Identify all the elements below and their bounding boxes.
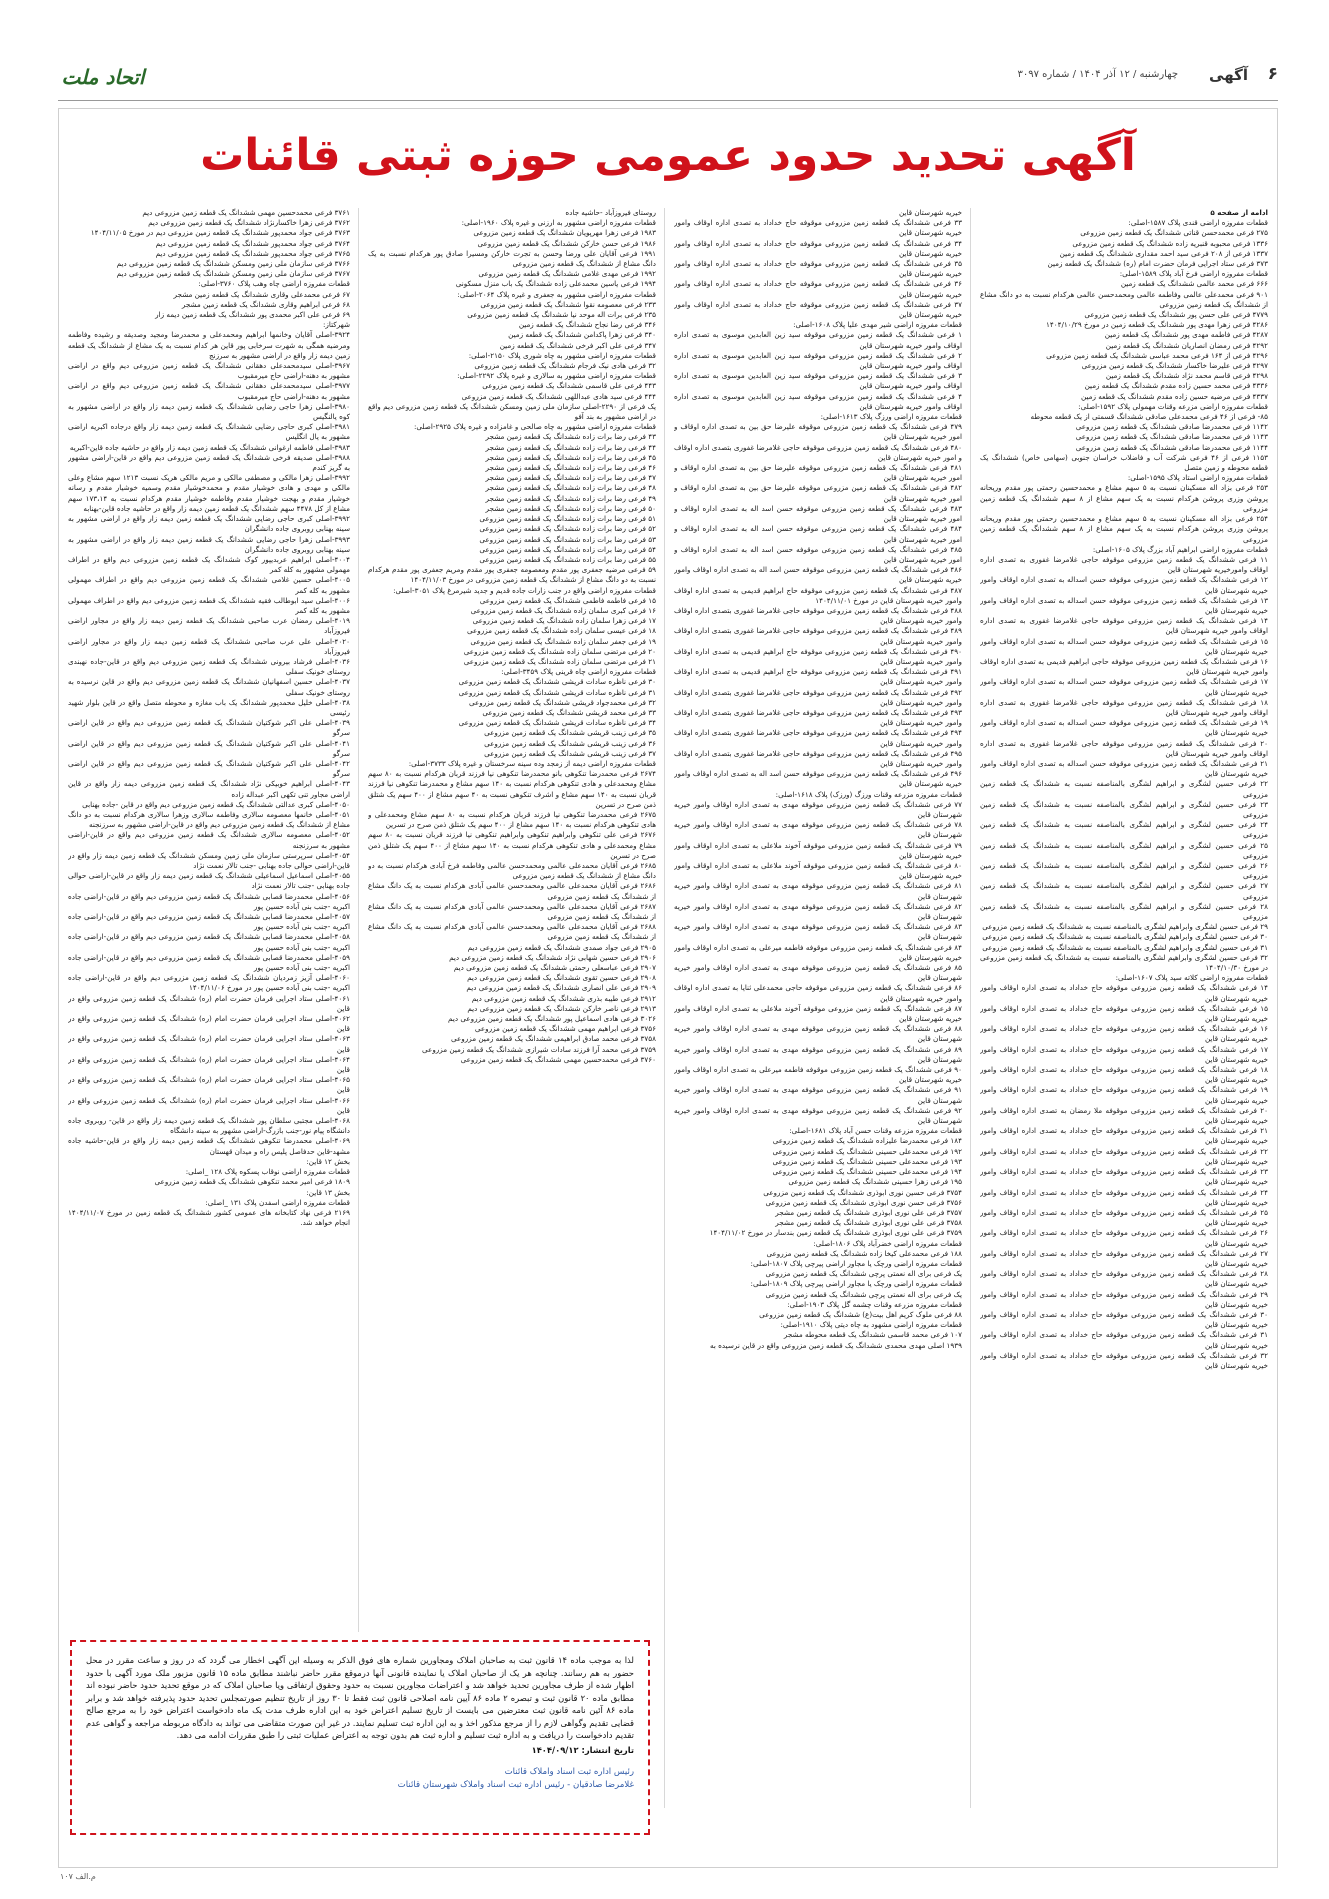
notice-entry: ۴۸۲ فرعی ششدانگ یک قطعه زمین مزروعی موقوفه علیرضا حق بین به تصدی اداره اوقاف و امور خیریه شهرستان قاین <box>674 483 962 503</box>
column-divider <box>970 208 971 1808</box>
notice-entry: ۳۱ فرعی ناظره سادات قریشی ششدانگ یک قطعه زمین مزروعی <box>458 687 656 697</box>
notice-entry: ۳۹۸۰-اصلی زهرا حاجی رضایی ششدانگ یک قطعه زمین دیمه زار واقع در اراضی مشهور به کوه یالنگیس <box>68 401 350 422</box>
notice-entry: قطعات مفروزه اراضی چاه قرینی پلاک ۳۴۵۹-اصلی: <box>501 667 656 677</box>
notice-entry: ۱۹ فرعی جعفر سلمان زاده ششدانگ یک قطعه زمین مزروعی <box>470 636 656 646</box>
notice-entry: قطعات مفروزه اراضی شیر مهدی علیا پلاک ۱۶۰۸-اصلی: <box>793 320 962 330</box>
text-column-2 <box>674 208 962 1808</box>
notice-entry: قطعات مفروزه اراضی خضرآباد پلاک ۱۸۰۶-اصلی: <box>813 1238 962 1248</box>
notice-entry: ۴ فرعی ششدانگ یک قطعه زمین مزروعی موقوفه سید زین العابدین موسوی به تصدی اداره اوقاف وامور خیریه شهرستان قاین <box>674 391 962 411</box>
notice-entry: ۳۹۹۲-اصلی کبری حاجی رضایی ششدانگ یک قطعه زمین دیمه زار واقع در اراضی مشهور به سینه بهنابی روبروی جاده دانشگران <box>68 514 350 534</box>
notice-entry: ۲۴ فرعی حسین لشگری و ابراهیم لشگری بالمناصفه نسبت به ششدانگ یک قطعه زمین مزروعی <box>980 820 1268 840</box>
notice-entry: ۴۶ فرعی رضا برات زاده ششدانگ یک قطعه زمین مشجر <box>485 463 656 473</box>
notice-entry: ۴۹۴ فرعی ششدانگ یک قطعه زمین مزروعی موقوفه حاجی غلامرضا غفوری بتصدی اداره اوقاف وامور خیریه شهرستان قاین <box>674 728 962 748</box>
notice-entry: ۱۸۰۹ فرعی امیر محمد تنکوهی ششدانگ یک قطعه زمین مزروعی <box>154 1177 350 1187</box>
notice-entry: ۴۰۴۲-اصلی علی اکبر شوکتیان ششدانگ یک قطعه زمین مزروعی دیم واقع در قاین اراضی سرگو <box>68 758 350 779</box>
notice-entry: ۲۵ فرعی ششدانگ یک قطعه زمین مزروعی موقوفه حاج خداداد به تصدی اداره اوقاف وامور خیریه شهرستان قاین <box>980 1207 1268 1228</box>
notice-entry: ۴۹۱ فرعی ششدانگ یک قطعه زمین مزروعی موقوفه حاج ابراهیم قدیمی به تصدی اداره اوقاف وامور خیریه شهرستان قاین <box>674 667 962 687</box>
notice-entry: قطعات مفروزه اراضی دیمه از زمجد وده سینه سرخستان و غیره پلاک ۳۷۳۳-اصلی: <box>408 758 656 768</box>
legal-notice-box <box>70 1640 650 1835</box>
notice-entry: ۴۰۳۷-اصلی حسین اسفهانیان ششدانگ یک قطعه زمین مزروعی دیم واقع در قاین نرسیده به روستای خونیک سفلی <box>68 677 350 697</box>
notice-entry: ۳۰ فرعی ناظره سادات قریشی ششدانگ یک قطعه زمین مزروعی <box>458 677 656 687</box>
notice-entry: ۱۳ فرعی ششدانگ یک قطعه زمین مزروعی موقوفه حسن اسداله به تصدی اداره اوقاف وامور خیریه شهرستان قاین <box>980 595 1268 615</box>
notice-entry: ۳۳ فرعی محمد قریشی ششدانگ یک قطعه زمین مزروعی <box>482 707 656 717</box>
notice-entry: قطعات مفروزه اراضی مشهور به جعفری و غیره پلاک ۲۰۶۴-اصلی: <box>457 289 656 299</box>
notice-entry: ۲۹۱۲ فرعی طیبه بذری ششدانگ یک قطعه زمین مزروعی دیم <box>471 993 656 1003</box>
notice-entry: ۲۶۸۶ فرعی آقایان محمدعلی عالمی ومحمدحسن عالمی آبادی هرکدام نسبت به یک دانگ مشاع از ششدانگ یک قطعه زمین مزروعی <box>368 881 656 901</box>
notice-entry: ۱۸ فرعی عیسی سلمان زاده ششدانگ یک قطعه زمین مزروعی <box>466 626 656 636</box>
notice-entry: ۳۴ فرعی ششدانگ یک قطعه زمین مزروعی موقوفه حاج خداداد به تصدی اداره اوقاف وامور خیریه شهرستان قاین <box>674 238 962 258</box>
notice-entry: ۳۳ فرعی ششدانگ یک قطعه زمین مزروعی موقوفه حاج خداداد به تصدی اداره اوقاف وامور خیریه شهرستان قاین <box>674 218 962 238</box>
notice-entry: ۲۳۳ فرعی معصومه نقوا ششدانگ یک قطعه زمین مزروعی <box>480 299 656 309</box>
notice-entry: ۴۸۶ فرعی ششدانگ یک قطعه زمین مزروعی موقوفه حسن اسد اله به تصدی اداره اوقاف وامور خیریه شهرستان قاین <box>674 565 962 585</box>
notice-entry: قطعات مفروزه اراضی مشهود به چاه دیتی پلاک ۱۹۱۰-اصلی: <box>780 1320 962 1330</box>
notice-entry: شهرکتاز: <box>323 320 350 330</box>
notice-entry: ۲۷۵ فرعی محمدحسن قناتی ششدانگ یک قطعه زمین مزروعی <box>1080 228 1268 238</box>
notice-entry: ۱۹۹۴ فرعی یاسین محمدعلی زاده ششدانگ یک باب منزل مسکونی <box>455 279 656 289</box>
ad-code: م.الف ۱۰۷ <box>60 1872 96 1881</box>
notice-entry: ۲۱ فرعی ششدانگ یک قطعه زمین مزروعی موقوفه حاج خداداد به تصدی اداره اوقاف وامور خیریه شهرستان قاین <box>980 1126 1268 1146</box>
notice-entry: ۲۸ فرعی ششدانگ یک قطعه زمین مزروعی موقوفه حاج خداداد به تصدی اداره اوقاف وامور خیریه شهرستان قاین <box>980 1269 1268 1289</box>
notice-entry: ۵۱ فرعی رضا برات زاده ششدانگ یک قطعه زمین مزروعی <box>479 514 656 524</box>
notice-entry: ۴۰۱۹-اصلی رمضان عرب صاحبی ششدانگ یک قطعه زمین دیمه زار واقع در مجاور اراضی فیروزآباد <box>68 616 350 636</box>
notice-entry: ۲۵۳ فرعی بزاد اله مسکینان نسبت به ۵ سهم مشاع و محمدحسین رحمتی پور مقدم وریحانه پروشن وزری پروشن هرکدام نسبت به یک سهم مشاع از ۸ سهم ششدانگ یک قطعه زمین مزروعی <box>980 483 1268 513</box>
newspaper-logo: اتحاد ملت <box>61 65 145 89</box>
notice-entry: ۳۷۵۸ فرعی علی نوری ابوذری ششدانگ یک قطعه زمین مشجر <box>775 1218 962 1228</box>
notice-entry: ۱۷ فرعی زهرا سلمان زاده ششدانگ یک قطعه زمین مزروعی <box>472 616 656 626</box>
notice-entry: ۴۲۸۷ فرعی فاطمه مهدی پور ششدانگ یک قطعه زمین <box>1104 330 1268 340</box>
notice-entry: ۳۷۵۷ فرعی علی نوری ابوذری ششدانگ یک قطعه زمین مشجر <box>775 1207 962 1217</box>
notice-entry: ۹۲ فرعی ششدانگ یک قطعه زمین مزروعی موقوفه مهدی به تصدی اداره اوقاف وامور خیریه شهرستان قاین <box>674 1105 962 1126</box>
notice-entry: ۳۱ فرعی حسین لشگری وابراهیم لشگری بالمناصفه نسبت به ششدانگ یک قطعه زمین مزروعی <box>982 942 1268 952</box>
notice-entry: ۷۹ فرعی ششدانگ یک قطعه زمین مزروعی موقوفه آخوند ملاعلی به تصدی اداره اوقاف وامور خیریه شهرستان قاین <box>674 840 962 860</box>
notice-entry: ۴۰۵۵-اصلی اسماعیل اسماعیلی ششدانگ یک قطعه زمین دیمه زار واقع در قاین-اراضی حوالی جاده بهنابی -جنب تالار نعمت نژاد <box>68 871 350 891</box>
notice-entry: ۳۷۶۲ فرعی زهرا خاکسارنژاد ششدانگ یک قطعه زمین مزروعی دیم <box>148 218 350 228</box>
notice-entry: ۲۹۰۸ فرعی حسین تقوی ششدانگ یک قطعه زمین مزروعی دیم <box>467 973 656 983</box>
notice-entry: ۲۹۰۶ فرعی حسین شهابی نژاد ششدانگ یک قطعه زمین مزروعی دیم <box>449 952 656 962</box>
notice-entry: ۸۵ فرعی ششدانگ یک قطعه زمین مزروعی موقوفه مهدی به تصدی اداره اوقاف وامور خیریه شهرستان قاین <box>674 963 962 983</box>
notice-entry: ۴۰۶۲-اصلی ستاد اجرایی فرمان حضرت امام (ره) ششدانگ یک قطعه زمین مزروعی واقع در قاین <box>68 1014 350 1034</box>
notice-entry: ۳۴۰ فرعی زهرا پاکدامن ششدانگ یک قطعه زمین <box>508 330 656 340</box>
notice-entry: ۱۴ فرعی ششدانگ یک قطعه زمین مزروعی موقوفه حاجی غلامرضا غفوری به تصدی اداره اوقاف وامور خیریه شهرستان قاین <box>980 616 1268 636</box>
notice-entry: ۴۹۳ فرعی ششدانگ یک قطعه زمین مزروعی موقوفه حاجی غلامرضا غفوری بتصدی اداره اوقاف وامور خیریه شهرستان قاین <box>674 707 962 728</box>
notice-entry: ۸۴ فرعی ششدانگ یک قطعه زمین مزروعی موقوفه فاطمه میرعلی به تصدی اداره اوقاف وامور خیریه شهرستان قاین <box>674 942 962 962</box>
publish-date: تاریخ انتشار: ۱۴۰۴/۰۹/۱۲ <box>531 1744 634 1755</box>
notice-entry: ۴۹۵ فرعی ششدانگ یک قطعه زمین مزروعی موقوفه حاجی غلامرضا غفوری بتصدی اداره اوقاف وامور خیریه شهرستان قاین <box>674 748 962 768</box>
notice-entry: ۱۳۳۶ فرعی محبوبه قنبریه زاده ششدانگ یک قطعه زمین مزروعی <box>1072 238 1268 248</box>
notice-entry: ۳۶ فرعی ششدانگ یک قطعه زمین مزروعی موقوفه حاج خداداد به تصدی اداره اوقاف وامور خیریه شهرستان قاین <box>674 279 962 299</box>
notice-entry: ۶۹ فرعی علی اکبر محمدی پور ششدانگ یک قطعه زمین دیمه زار <box>155 310 350 320</box>
notice-entry: ۱۷ فرعی ششدانگ یک قطعه زمین مزروعی موقوفه حاج خداداد به تصدی اداره اوقاف وامور خیریه شهرستان قاین <box>980 1044 1268 1064</box>
notice-entry: ۲۹۰۷ فرعی عباسعلی رحمتی ششدانگ یک قطعه زمین مزروعی دیم <box>453 963 656 973</box>
notice-entry: ۴۰۲۰-اصلی علی عرب صاحبی ششدانگ یک قطعه زمین دیمه زار واقع در مجاور اراضی فیروزآباد <box>68 636 350 656</box>
notice-entry: ۳۲ فرعی محمدجواد قریشی ششدانگ یک قطعه زمین مزروعی <box>469 697 656 707</box>
notice-entry: ۱۹۳۹ اصلی مهدی محمدی ششدانگ یک قطعه زمین مزروعی واقع در قاین نرسیده به <box>710 1340 962 1350</box>
notice-entry: ۴۹۲ فرعی ششدانگ یک قطعه زمین مزروعی موقوفه حاجی غلامرضا غفوری بتصدی اداره اوقاف وامور خیریه شهرستان قاین <box>674 687 962 707</box>
notice-entry: قطعات مفروزه مزرعه وقنات چشمه گل پلاک ۱۹۰۳-اصلی: <box>787 1299 962 1309</box>
notice-entry: قطعات مفروزه اراضی چاه وهب پلاک ۳۷۶۰-اصلی: <box>198 279 350 289</box>
notice-entry: ۸۸ فرعی ملوک کریم اهل بیت(ع) ششدانگ یک قطعه زمین مزروعی <box>759 1309 962 1319</box>
notice-entry: ۴۳ فرعی رضا برات زاده ششدانگ یک قطعه زمین مشجر <box>485 432 656 442</box>
notice-entry: ۴۲۹۸ فرعی قاسم محمد نژاد ششدانگ یک قطعه زمین <box>1105 371 1268 381</box>
notice-entry: ۱۶ فرعی ششدانگ یک قطعه زمین مزروعی موقوفه حاجی ابراهیم قدیمی به تصدی اداره اوقاف وامور خیریه شهرستان قاین <box>980 656 1268 677</box>
text-column-3 <box>368 208 656 1808</box>
notice-entry: ۴۸ فرعی رضا برات زاده ششدانگ یک قطعه زمین مشجر <box>485 483 656 493</box>
notice-entry: ۴۰۵۷-اصلی محمدرضا قصابی ششدانگ یک قطعه زمین مزروعی دیم واقع در قاین-اراضی جاده اکبریه -جنب بنی آباده حسین پور <box>68 912 350 932</box>
notice-entry: ۴۲۸۶ فرعی زهرا مهدی پور ششدانگ یک قطعه زمین در مورخ ۱۴۰۴/۱۰/۲۹ <box>1046 320 1268 330</box>
notice-entry: ۱۹۲ فرعی محمدعلی حسینی ششدانگ یک قطعه زمین مزروعی <box>772 1146 962 1156</box>
notice-entry: ۴۸۹ فرعی ششدانگ یک قطعه زمین مزروعی موقوفه حاجی غلامرضا غفوری بتصدی اداره اوقاف وامور خیریه شهرستان قاین <box>674 626 962 646</box>
notice-entry: ۱۵ فرعی ششدانگ یک قطعه زمین مزروعی موقوفه حسن اسداله به تصدی اداره اوقاف وامور خیریه شهرستان قاین <box>980 636 1268 656</box>
notice-entry: ۳۹۶۷-اصلی سیدمحمدعلی دهقانی ششدانگ یک قطعه زمین مزروعی دیم واقع در اراضی مشهور به دهنه-اراضی حاج میرمقبوب <box>68 361 350 381</box>
notice-entry: ۱۹ فرعی ششدانگ یک قطعه زمین مزروعی موقوفه حاج خداداد به تصدی اداره اوقاف وامور خیریه شهرستان قاین <box>980 1085 1268 1105</box>
notice-entry: ۳۷۵۴ فرعی حسین نوری ابوذری ششدانگ یک قطعه زمین مزروعی <box>763 1187 962 1197</box>
notice-entry: ۳۶ فرعی زینب قریشی ششدانگ یک قطعه زمین مزروعی <box>484 738 656 748</box>
notice-entry: ۳۷۶۷ فرعی سازمان ملی زمین ومسکن ششدانگ یک قطعه زمین مزروعی دیم <box>116 269 350 279</box>
notice-entry: ۱۹۵ فرعی زهرا حسینی ششدانگ یک قطعه زمین مزروعی <box>788 1177 962 1187</box>
notice-entry: ۴۰۶۴-اصلی ستاد اجرایی فرمان حضرت امام (ره) ششدانگ یک قطعه زمین مزروعی واقع در قاین <box>68 1054 350 1075</box>
notice-entry: ۶۸ فرعی ابراهیم وقاری ششدانگ یک قطعه زمین مشجر <box>181 299 350 309</box>
notice-entry: قطعات مفروزه اراضی اسفدن پلاک ۱۳۱ _اصلی: <box>205 1197 350 1207</box>
notice-entry: ۳۵ فرعی ششدانگ یک قطعه زمین مزروعی موقوفه حاج خداداد به تصدی اداره اوقاف وامور خیریه شهرستان قاین <box>674 259 962 279</box>
notice-entry: ۳۷۵۶ فرعی حسن نوری ابوذری ششدانگ یک قطعه زمین مزروعی <box>765 1197 962 1207</box>
notice-entry: ۴۰۶۸-اصلی مجتبی سلطان پور ششدانگ یک قطعه زمین دیمه زار واقع در قاین- روبروی جاده دانشگاه پیام نور-جنب بازرگ-اراضی مشهور به سینه دانشگاه <box>68 1116 350 1136</box>
signature-title: رئیس اداره ثبت اسناد واملاک قائنات <box>504 1767 634 1777</box>
notice-entry: قطعات مفروزه اراضی کلاته سید پلاک ۱۶۰۷-اصلی: <box>1115 973 1268 983</box>
notice-entry: ۱۲ فرعی ششدانگ یک قطعه زمین مزروعی موقوفه حسن اسداله به تصدی اداره اوقاف وامور خیریه شهرستان قاین <box>980 575 1268 595</box>
notice-entry: ۱۹۸۳ فرعی زهرا مهرپویان ششدانگ یک قطعه زمین مزروعی <box>473 228 656 238</box>
notice-entry: ۸۸ فرعی ششدانگ یک قطعه زمین مزروعی موقوفه مهدی به تصدی اداره اوقاف وامور خیریه شهرستان قاین <box>674 1024 962 1044</box>
notice-entry: قطعات مفروزه اراضی مشهور به ارزنی و غیره پلاک ۱۹۶۰-اصلی: <box>461 218 656 228</box>
notice-entry: ۱۰۷ فرعی محمد قاسمی ششدانگ یک قطعه محوطه مشجر <box>783 1330 962 1340</box>
section-label: آگهی <box>1209 66 1248 84</box>
notice-entry: یک فرعی از ۲۲۹۰-اصلی سازمان ملی زمین ومسکن ششدانگ یک قطعه زمین مزروعی دیم واقع در اراضی مشهور به بند آفو <box>368 401 656 422</box>
notice-entry: ۳۹۸۱-اصلی کبری حاجی رضایی ششدانگ یک قطعه زمین دیمه زار واقع درجاده اکبریه اراضی مشهور به یال انگلیس <box>68 422 350 442</box>
notice-entry: ۲۱ فرعی ششدانگ یک قطعه زمین مزروعی موقوفه حسن اسداله به تصدی اداره اوقاف وامور خیریه شهرستان قاین <box>980 758 1268 779</box>
notice-entry: ۲۱۶۹ فرعی نهاد کتابخانه های عمومی کشور ششدانگ یک قطعه زمین در مورخ ۱۴۰۴/۱۱/۰۷ انجام خواهد شد. <box>68 1207 350 1228</box>
notice-entry: ۴۰۵۲-اصلی معصومه سالاری ششدانگ یک قطعه زمین مزروعی دیم واقع در قاین-اراضی مشهور به سرزنجنه <box>68 830 350 850</box>
notice-entry: ۴۰۶۹-اصلی محمدرضا تنکوهی ششدانگ یک قطعه زمین دیمه زار واقع در قاین-حاشیه جاده مشهد-قاین حدفاصل پلیس راه و میدان قهستان <box>68 1136 350 1156</box>
notice-entry: ۲۲ فرعی حسین لشگری و ابراهیم لشگری بالمناصفه نسبت به ششدانگ یک قطعه زمین مزروعی <box>980 779 1268 799</box>
notice-entry: ۳۹۸۳-اصلی فاطمه ارغوانی ششدانگ یک قطعه زمین دیمه زار واقع در حاشیه جاده قاین-اکبریه <box>69 442 350 452</box>
notice-entry: ۳۷۳ فرعی ستاد اجرایی فرمان حضرت امام (ره) ششدانگ یک قطعه زمین <box>1047 259 1268 269</box>
notice-entry: ۱۶ فرعی ششدانگ یک قطعه زمین مزروعی موقوفه حاج خداداد به تصدی اداره اوقاف وامور خیریه شهرستان قاین <box>980 1024 1268 1044</box>
notice-entry: ۲ فرعی ششدانگ یک قطعه زمین مزروعی موقوفه سید زین العابدین موسوی به تصدی اداره اوقاف وامور خیریه شهرستان قاین <box>674 350 962 371</box>
notice-entry: ۳۹۸۸-اصلی صدیقه فرخی ششدانگ یک قطعه زمین مزروعی دیم واقع در قاین-اراضی مشهور به گریز کندم <box>68 452 350 473</box>
notice-entry: ۳۷۵۹ فرعی علی نوری ابوذری ششدانگ یک قطعه زمین بندسار در مورخ ۱۴۰۴/۱۱/۰۲ <box>709 1228 962 1238</box>
notice-entry: ۲۸ فرعی حسین لشگری و ابراهیم لشگری بالمناصفه نسبت به ششدانگ یک قطعه زمین مزروعی <box>980 901 1268 922</box>
page-header <box>58 58 1278 101</box>
notice-entry: ۴۰۴۳-اصلی ابراهیم خوبیکی نژاد ششدانگ یک قطعه زمین مزروعی دیمه زار واقع در قاین اراضی مجاور تنی تکهی اکبر عبداله زاده <box>68 779 350 799</box>
notice-entry: ۳۴۶ فرعی رضا نجاح ششدانگ یک قطعه زمین <box>518 320 656 330</box>
notice-entry: ۲۷ فرعی ششدانگ یک قطعه زمین مزروعی موقوفه حاج خداداد به تصدی اداره اوقاف وامور خیریه شهرستان قاین <box>980 1248 1268 1268</box>
notice-entry: ۶۷ فرعی محمدعلی وقاری ششدانگ یک قطعه زمین مشجر <box>173 289 350 299</box>
notice-entry: ۴۰۵۶-اصلی محمدرضا قصابی ششدانگ یک قطعه زمین مزروعی دیم واقع در قاین-اراضی جاده اکبریه -جنب بنی آباده حسین پور <box>68 891 350 911</box>
notice-entry: ۸۶ فرعی ششدانگ یک قطعه زمین مزروعی موقوفه حاجی محمدعلی ثنایا به تصدی اداره اوقاف وامور خیریه شهرستان قاین <box>674 983 962 1003</box>
notice-entry: ۲۶ فرعی حسین لشگری و ابراهیم لشگری بالمناصفه نسبت به ششدانگ یک قطعه زمین مزروعی <box>980 861 1268 881</box>
notice-entry: ۱۷ فرعی ششدانگ یک قطعه زمین مزروعی موقوفه حسن اسداله به تصدی اداره اوقاف وامور خیریه شهرستان قاین <box>980 677 1268 697</box>
notice-entry: ۲۹۰۹ فرعی علی انصاری ششدانگ یک قطعه زمین مزروعی دیم <box>466 983 656 993</box>
notice-entry: ۵۵ فرعی رضا برات زاده ششدانگ یک قطعه زمین مزروعی <box>479 554 656 564</box>
notice-entry: ۴۸۸ فرعی ششدانگ یک قطعه زمین مزروعی موقوفه حاجی غلامرضا غفوری بتصدی اداره اوقاف وامور خیریه شهرستان قاین <box>674 605 962 626</box>
column-divider <box>664 208 665 1808</box>
notice-entry: ۳۷۶۴ فرعی جواد محمدپور ششدانگ یک قطعه زمین مزروعی دیم <box>155 238 350 248</box>
notice-entry: ۵۳ فرعی رضا برات زاده ششدانگ یک قطعه زمین مزروعی <box>479 534 656 544</box>
notice-entry: ۴۲۹۷ فرعی علیرضا خاکسار ششدانگ یک قطعه زمین مزروعی <box>1081 361 1268 371</box>
notice-entry: ۷۷ فرعی ششدانگ یک قطعه زمین مزروعی موقوفه مهدی به تصدی اداره اوقاف وامور خیریه شهرستان قاین <box>674 799 962 819</box>
notice-entry: ۳۷۵۸ فرعی محمد صادق ابراهیمی ششدانگ یک قطعه زمین مزروعی <box>451 1034 656 1044</box>
notice-entry: ۳۱ فرعی ششدانگ یک قطعه زمین مزروعی موقوفه حاج خداداد به تصدی اداره اوقاف وامور خیریه شهرستان قاین <box>980 1330 1268 1350</box>
notice-entry: ۳۷۵۶ فرعی ابراهیم مهمی ششدانگ یک قطعه زمین مزروعی <box>474 1024 656 1034</box>
notice-entry: ۱۱۴۴ فرعی محمدرضا صادقی ششدانگ یک قطعه زمین مزروعی <box>1075 442 1268 452</box>
notice-entry: ۹۰ فرعی ششدانگ یک قطعه زمین مزروعی موقوفه فاطمه میرعلی به تصدی اداره اوقاف وامور خیریه شهرستان قاین <box>674 1065 962 1085</box>
notice-entry: ۳۷۶۳ فرعی جواد محمدپور ششدانگ یک قطعه زمین مزروعی دیم در مورخ ۱۴۰۴/۱۱/۰۵ <box>90 228 350 238</box>
notice-entry: ۴۲۹۲ فرعی رمضان انصاریان ششدانگ یک قطعه زمین <box>1105 340 1268 350</box>
notice-entry: ۴۹ فرعی رضا برات زاده ششدانگ یک قطعه زمین مشجر <box>485 493 656 503</box>
issue-info: چهارشنبه / ۱۲ آذر ۱۴۰۴ / شماره ۳۰۹۷ <box>1017 69 1178 80</box>
notice-body: لذا به موجب ماده ۱۴ قانون ثبت به صاحبان املاک ومجاورین شماره های فوق الذکر به وسیله این آگهی اخطار می گردد که در روز و ساعت مقرر در محل حضور به هم رسانند. چنانچه هر یک از صاحبان املاک یا نماینده قانونی آنها درموقع مقرر حاضر نباشند مطابق ماده ۱۵ قانون مزبور ملک مورد آگهی با حدود اظهار شده از طرف مجاورین تحدید خواهد شد و اعتراضات مجاورین نسبت به حدود وحقوق ارتفاقی ویا صاحبان املاک که در موقع تحدید حدود حاضر نبوده اند مطابق ماده ۲۰ قانون ثبت و تبصره ۲ ماده ۸۶ آیین نامه اصلاحی قانون ثبت فقط تا ۳۰ روز از تاریخ تنظیم صورتمجلس تحدید حدود پذیرفته خواهد شد و برابر ماده ۸۶ آئین نامه قانون ثبت معترضین می بایست از تاریخ تسلیم اعتراض خود به این اداره ظرف مدت یک ماه دادخواست اعتراض خود را به مرجع صالح قضایی تقدیم وگواهی لازم را از مرجع مذکور اخذ و به این اداره ثبت تسلیم نمایند. در غیر این صورت متقاضی می تواند به دادگاه مربوطه مراجعه و گواهی عدم تقدیم دادخواست را دریافت و به اداره ثبت تسلیم و اداره ثبت هم بدون توجه به اعتراض عملیات ثبتی را طبق مقررات ادامه می دهد. <box>86 1655 635 1740</box>
notice-entry: ۴۸۳ فرعی ششدانگ یک قطعه زمین مزروعی موقوفه حسن اسد اله به تصدی اداره اوقاف و امور خیریه شهرستان قاین <box>674 503 962 524</box>
notice-entry: قطعات مفروزه اراضی ورچک یا مجاور اراضی پیرچی پلاک ۱۸۰۷-اصلی: <box>750 1258 962 1268</box>
notice-entry: ۱ فرعی ششدانگ یک قطعه زمین مزروعی موقوفه سید زین العابدین موسوی به تصدی اداره اوقاف وامور خیریه شهرستان قاین <box>674 330 962 350</box>
notice-entry: قطعات مفروزه اراضی قندی پلاک ۱۵۸۷-اصلی: <box>1128 218 1268 228</box>
columns-area <box>68 208 1268 1808</box>
notice-entry: قطعات مفروزه اراضی استاد پلاک ۱۵۹۵-اصلی: <box>1127 473 1268 483</box>
notice-entry: ۹۰۱ فرعی محمدعلی عالمی وفاطمه عالمی ومحمدحسن عالمی هرکدام نسبت به دو دانگ مشاع از ششدانگ یک قطعه زمین مزروعی <box>980 289 1268 309</box>
notice-entry: ۴۳۳۷ فرعی مرضیه حسین زاده مقدم ششدانگ یک قطعه زمین <box>1081 391 1268 401</box>
notice-entry: ۱۹۹۱ فرعی آقایان علی ورضا وحسن به تجرت خارکن ومسیرا صادق پور هرکدام نسبت به یک دانگ مشاع از ششدانگ یک قطعه زمین مزروعی <box>368 248 656 269</box>
notice-entry: ۸۰ فرعی ششدانگ یک قطعه زمین مزروعی موقوفه آخوند ملاعلی به تصدی اداره اوقاف وامور خیریه شهرستان قاین <box>674 861 962 881</box>
notice-entry: قطعات مفروزه اراضی ورزگ پلاک ۱۶۱۳-اصلی: <box>820 412 962 422</box>
notice-entry: ۲۹ فرعی ششدانگ یک قطعه زمین مزروعی موقوفه حاج خداداد به تصدی اداره اوقاف وامور خیریه شهرستان قاین <box>980 1289 1268 1309</box>
notice-entry: قطعات مفروزه اراضی مشهور به سالاری و غیره پلاک ۲۲۹۲-اصلی: <box>457 371 656 381</box>
notice-entry: قطعات مفروزه مزرعه وقنات ورزگ (ورزک) پلاک ۱۶۱۸-اصلی: <box>775 789 962 799</box>
notice-entry: ۴۰۴۱-اصلی علی اکبر شوکتیان ششدانگ یک قطعه زمین مزروعی دیم واقع در قاین اراضی سرگو <box>68 738 350 758</box>
notice-entry: ۳۷۶۶ فرعی سازمان ملی زمین ومسکن ششدانگ یک قطعه زمین مزروعی دیم <box>116 259 350 269</box>
notice-entry: ۸۳ فرعی ششدانگ یک قطعه زمین مزروعی موقوفه مهدی به تصدی اداره اوقاف وامور خیریه شهرستان قاین <box>674 922 962 942</box>
notice-entry: ۴۰۳۹-اصلی علی اکبر شوکتیان ششدانگ یک قطعه زمین مزروعی دیم واقع در قاین اراضی سرگو <box>68 718 350 738</box>
notice-entry: ۲۹۰۵ فرعی جواد صمدی ششدانگ یک قطعه زمین مزروعی دیم <box>467 942 656 952</box>
notice-entry: ۱۹۳ فرعی محمدعلی حسینی ششدانگ یک قطعه زمین مزروعی <box>772 1156 962 1166</box>
notice-entry: ۸۷ فرعی ششدانگ یک قطعه زمین مزروعی موقوفه آخوند ملاعلی به تصدی اداره اوقاف وامور خیریه شهرستان قاین <box>674 1003 962 1024</box>
notice-entry: ۴۷۹ فرعی ششدانگ یک قطعه زمین مزروعی موقوفه علیرضا حق بین به تصدی اداره اوقاف و امور خیریه شهرستان قاین <box>674 422 962 442</box>
notice-entry: ۲۶۸۵ فرعی آقایان محمدعلی عالمی ومحمدحسن عالمی وفاطمه فرخ آبادی هرکدام نسبت به دو دانگ مشاع از ششدانگ یک قطعه زمین مزروعی <box>368 861 656 881</box>
notice-entry: ۲۰ فرعی مرتضی سلمان زاده ششدانگ یک قطعه زمین مزروعی <box>463 646 656 656</box>
notice-entry: ۲۶۸۸ فرعی آقایان محمدعلی عالمی ومحمدحسن عالمی آبادی هرکدام نسبت به یک دانگ مشاع از ششدانگ یک قطعه زمین مزروعی <box>368 922 656 942</box>
notice-entry: ادامه از صفحه ۵ <box>1210 208 1268 217</box>
notice-entry: ۳۷ فرعی ششدانگ یک قطعه زمین مزروعی موقوفه حاج خداداد به تصدی اداره اوقاف وامور خیریه شهرستان قاین <box>674 299 962 320</box>
notice-entry: ۱۸ فرعی ششدانگ یک قطعه زمین مزروعی موقوفه حاج خداداد به تصدی اداره اوقاف وامور خیریه شهرستان قاین <box>980 1065 1268 1085</box>
notice-entry: ۸۹ فرعی ششدانگ یک قطعه زمین مزروعی موقوفه مهدی به تصدی اداره اوقاف وامور خیریه شهرستان قاین <box>674 1044 962 1064</box>
notice-entry: ۴۵ فرعی رضا برات زاده ششدانگ یک قطعه زمین مشجر <box>485 452 656 462</box>
notice-entry: ۴۷۷۹ فرعی علی حسن پور ششدانگ یک قطعه زمین مزروعی <box>1084 310 1268 320</box>
notice-entry: قطعات مفروزه اراضی فرخ آباد پلاک ۱۵۸۹-اصلی: <box>1119 269 1268 279</box>
notice-entry: قطعات مفروزه اراضی مشهور به چاه صالحی و غامزاده و غیره پلاک ۲۹۲۵-اصلی: <box>413 422 656 432</box>
notice-entry: ۵۹ فرعی مرضیه جعفری پور مقدم ومعصومه جعفری پور مقدم ومریم جعفری پور مقدم هرکدام نسبت به دو دانگ مشاع از ششدانگ یک قطعه زمین مزروعی در مورخ ۱۴۰۴/۱۱/۰۳ <box>368 565 656 585</box>
notice-entry: ۴۸۷ فرعی ششدانگ یک قطعه زمین مزروعی موقوفه حاج ابراهیم قدیمی به تصدی اداره اوقاف وامور خیریه شهرستان قاین در مورخ ۱۴۰۴/۱۱/۰۱ <box>674 585 962 605</box>
notice-entry: ۲۶۸۷ فرعی آقایان محمدعلی عالمی ومحمدحسن عالمی آبادی هرکدام نسبت به یک دانگ مشاع از ششدانگ یک قطعه زمین مزروعی <box>368 901 656 922</box>
notice-entry: ۵۲ فرعی رضا برات زاده ششدانگ یک قطعه زمین مزروعی <box>479 524 656 534</box>
notice-entry: ۸۲ فرعی ششدانگ یک قطعه زمین مزروعی موقوفه مهدی به تصدی اداره اوقاف وامور خیریه شهرستان قاین <box>674 901 962 922</box>
notice-entry: ۴۰۵۰-اصلی کبری عدالتی ششدانگ یک قطعه زمین مزروعی دیم واقع در قاین -جاده بهنابی <box>82 799 350 809</box>
notice-entry: ۴۰۵۴-اصلی سرپرستی سازمان ملی زمین ومسکن ششدانگ یک قطعه زمین دیمه زار واقع در قاین-اراضی حوالی جاده بهنابی -جنب تالار نعمت نژاد <box>68 850 350 870</box>
notice-entry: قطعات مفروزه اراضی ورچک یا مجاور اراضی پیرچی پلاک ۱۸۰۹-اصلی: <box>750 1279 962 1289</box>
notice-entry: ۴۰۵۱-اصلی خانمها معصومه سالاری وفاطمه سالاری وزهرا سالاری هرکدام نسبت به دو دانگ مشاع از ششدانگ یک قطعه زمین مزروعی دیم واقع در قاین-اراضی مشهور به سرزنجنه <box>68 809 350 830</box>
notice-entry: ۱۹۸۶ فرعی حسن خارکن ششدانگ یک قطعه زمین مزروعی <box>477 238 656 248</box>
notice-entry: یک فرعی برای اله نعمتی پرچی ششدانگ یک قطعه زمین مزروعی <box>765 1289 962 1299</box>
notice-entry: ۲۷ فرعی حسین لشگری و ابراهیم لشگری بالمناصفه نسبت به ششدانگ یک قطعه زمین مزروعی <box>980 881 1268 901</box>
notice-entry: ۳۷۶۵ فرعی جواد محمدپور ششدانگ یک قطعه زمین مزروعی دیم <box>155 248 350 258</box>
notice-entry: قطعات مفروزه مزرعه وقنات حسن آباد پلاک ۱۶۸۱-اصلی: <box>789 1126 962 1136</box>
notice-entry: ۶۶۶ فرعی محمد عالمی ششدانگ یک قطعه زمین <box>1120 279 1268 289</box>
notice-entry: ۴۴۳ فرعی علی قاسمی ششدانگ یک قطعه زمین مزروعی <box>482 381 656 391</box>
notice-entry: ۳۲ فرعی هادی نیک فرجام ششدانگ یک قطعه زمین مزروعی <box>474 361 656 371</box>
notice-entry: ۴۹۶ فرعی ششدانگ یک قطعه زمین مزروعی موقوفه حسن اسد اله به تصدی اداره اوقاف وامور خیریه شهرستان قاین <box>674 769 962 789</box>
notice-entry: ۸۱ فرعی ششدانگ یک قطعه زمین مزروعی موقوفه مهدی به تصدی اداره اوقاف وامور خیریه شهرستان قاین <box>674 881 962 901</box>
notice-entry: ۱۸۴ فرعی محمدرضا علیزاده ششدانگ یک قطعه زمین مزروعی <box>772 1136 962 1146</box>
notice-entry: ۱۵ فرعی ششدانگ یک قطعه زمین مزروعی موقوفه حاج خداداد به تصدی اداره اوقاف وامور خیریه شهرستان قاین <box>980 1003 1268 1024</box>
notice-entry: ۳۷۶۰ فرعی محمدحسین مهمی ششدانگ یک قطعه زمین مزروعی <box>460 1054 656 1064</box>
notice-entry: ۴۷ فرعی رضا برات زاده ششدانگ یک قطعه زمین مشجر <box>485 473 656 483</box>
notice-entry: ۱۹۹۲ فرعی مهدی غلامی ششدانگ یک قطعه زمین مزروعی <box>478 269 656 279</box>
notice-entry: ۲۱ فرعی مرتضی سلمان زاده ششدانگ یک قطعه زمین مزروعی <box>463 656 656 666</box>
notice-entry: یک فرعی برای اله نعمتی پرچی ششدانگ یک قطعه زمین مزروعی <box>765 1269 962 1279</box>
notice-entry: ۲۹ فرعی حسین لشگری وابراهیم لشگری بالمناصفه نسبت به ششدانگ یک قطعه زمین مزروعی <box>982 922 1268 932</box>
notice-entry: ۴۸۰ فرعی ششدانگ یک قطعه زمین مزروعی موقوفه حاجی غلامرضا غفوری بتصدی اداره اوقاف و امور خیریه شهرستان قاین <box>674 442 962 462</box>
notice-entry: ۹۱ فرعی ششدانگ یک قطعه زمین مزروعی موقوفه مهدی به تصدی اداره اوقاف وامور خیریه شهرستان قاین <box>674 1085 962 1105</box>
notice-entry: ۳۰۲۶ فرعی هادی اسماعیل پور ششدانگ یک قطعه زمین مزروعی دیم <box>448 1014 656 1024</box>
notice-entry: ۴۴۴ فرعی سید هادی عبداللهی ششدانگ یک قطعه زمین مزروعی <box>461 391 656 401</box>
notice-entry: ۱۹ فرعی ششدانگ یک قطعه زمین مزروعی موقوفه حسن اسداله به تصدی اداره اوقاف وامور خیریه شهرستان قاین <box>980 718 1268 738</box>
notice-entry: قطعات مفروزه اراضی واقع در جنب زارات جاده قدیم و جدید شیرمرغ پلاک ۳۰۵۱-اصلی: <box>393 585 656 595</box>
notice-entry: قطعات مفروزه اراضی ابراهیم آباد بزرگ پلاک ۱۶۰۵-اصلی: <box>1092 544 1268 554</box>
notice-entry: ۴۸۴ فرعی ششدانگ یک قطعه زمین مزروعی موقوفه حسن اسد اله به تصدی اداره اوقاف و امور خیریه شهرستان قاین <box>674 524 962 544</box>
notice-entry: ۳۰ فرعی ششدانگ یک قطعه زمین مزروعی موقوفه حاج خداداد به تصدی اداره اوقاف وامور خیریه شهرستان قاین <box>980 1309 1268 1330</box>
notice-entry: ۲۰ فرعی ششدانگ یک قطعه زمین مزروعی موقوفه حاجی غلامرضا غفوری به تصدی اداره اوقاف وامور خیریه شهرستان قاین <box>980 738 1268 758</box>
page-number: ۶ <box>1267 64 1278 84</box>
notice-entry: ۴۰۰۵-اصلی حسین غلامی ششدانگ یک قطعه زمین مزروعی دیم واقع در اطراف مهمولی مشهور به کله کمر <box>68 575 350 595</box>
notice-entry: ۴۰۰۶-اصلی سید ابوطالب فقیه ششدانگ یک قطعه زمین مزروعی دیم واقع در اطراف مهمولی مشهور به کله کمر <box>68 595 350 615</box>
page-title: آگهی تحدید حدود عمومی حوزه ثبتی قائنات <box>200 130 1136 181</box>
notice-entry: ۱۱۴۳ فرعی محمدرضا صادقی ششدانگ یک قطعه زمین مزروعی <box>1075 432 1268 442</box>
notice-entry: ۱۸ فرعی ششدانگ یک قطعه زمین مزروعی موقوفه حاجی غلامرضا غفوری به تصدی اداره اوقاف وامور خیریه شهرستان قاین <box>980 697 1268 717</box>
notice-entry: قطعات مفروزه اراضی مزرعه وقنات مهمولی پلاک ۱۵۹۲-اصلی: <box>1078 401 1268 411</box>
notice-entry: ۲۶۷۴ فرعی محمدرضا تنکوهی بانو محمدرضا تنکوهی نیا فرزند قربان هرکدام نسبت به ۸۰ سهم مشاع ومحمدعلی و هادی تنکوهی هرکدام نسبت به ۱۴۰ سهم مشاع و محمدرضا تنکوهی نیا فرزند قربان نسبت به ۱۴۰ سهم مشاع و اشرف تنکوهی نسبت به ۴۰ سهم مشاع از ۴۰۰ سهم یک شتلق ذمن صرح در تسرین <box>368 769 656 809</box>
notice-entry: خیریه شهرستان قاین <box>898 208 962 217</box>
notice-entry: ۳۷ فرعی زینب قریشی ششدانگ یک قطعه زمین مزروعی <box>484 748 656 758</box>
notice-entry: ۳۹۲۴-اصلی آقایان وخانمها ابراهیم ومحمدعلی و محمدرضا ومجید وصدیقه و رشیده وفاطمه ومرضیه همگی به شهرت سرخابی پور قاین هر کدام نسبت به یک مشاع از ششدانگ یک قطعه زمین دیمه زار واقع در اراضی مشهور به سرزنج <box>68 330 350 360</box>
notice-entry: ۲۶۷۶ فرعی علی تنکوهی وابراهیم تنکوهی وابراهیم تنکوهی نیا فرزند قربان نسبت به ۸۰ سهم مشاع ومحمدعلی و هادی تنکوهی هرکدام نسبت به ۱۴۰ سهم مشاع از ۴۰۰ سهم یک شتلق ذمن صرح در تسرین <box>368 830 656 860</box>
notice-entry: ۴۰۳۸-اصلی خلیل محمدپور ششدانگ یک باب مغازه و محوطه متصل واقع در قاین بلوار شهید رئیسی <box>68 697 350 717</box>
notice-entry: ۷۸ فرعی ششدانگ یک قطعه زمین مزروعی موقوفه مهدی به تصدی اداره اوقاف وامور خیریه شهرستان قاین <box>674 820 962 840</box>
notice-entry: ۳۲ فرعی حسین لشگری وابراهیم لشگری بالمناصفه نسبت به ششدانگ یک قطعه زمین مزروعی در مورخ ۱۴۰۴/۱۰/۳۰ <box>980 952 1268 973</box>
notice-entry: قطعات مفروزه اراضی مشهور به چاه شوری پلاک ۲۱۵۰-اصلی: <box>468 350 656 360</box>
notice-entry: روستای فیروزآباد -حاشیه جاده <box>565 208 656 217</box>
notice-entry: ۵۰ فرعی رضا برات زاده ششدانگ یک قطعه زمین مشجر <box>485 503 656 513</box>
notice-entry: ۳۹۹۲-اصلی زهرا مالکی و مصطفی مالکی و مریم مالکی هریک نسبت ۱۲۱۳ سهم مشاع وعلی مالکی و مهدی و هادی خوشیار مقدم و محمدخوشیار مقدم وسمیه خوشیار مقدم و رسانه خوشیار مقدم و بهجت خوشیار مقدم وفاطمه خوشیار مقدم هرکدام نسبت به ۱۷۳،۱۴ سهم مشاع از کل ۴۴۷۸ سهم ششدانگ یک قطعه زمین دیمه زار واقع در حاشیه جاده قاین-بهنابه <box>68 473 350 513</box>
notice-entry: ۲۳ فرعی حسین لشگری و ابراهیم لشگری بالمناصفه نسبت به ششدانگ یک قطعه زمین مزروعی <box>980 799 1268 819</box>
notice-entry: ۴۸۱ فرعی ششدانگ یک قطعه زمین مزروعی موقوفه علیرضا حق بین به تصدی اداره اوقاف و امور خیریه شهرستان قاین <box>674 463 962 483</box>
notice-entry: ۱۵ فرعی فاطمه فاطمی ششدانگ یک قطعه زمین مزروعی <box>479 595 656 605</box>
notice-entry: ۱۹۴ فرعی محمدعلی حسینی ششدانگ یک قطعه زمین مزروعی <box>772 1167 962 1177</box>
notice-entry: ۱۸۸ فرعی محمدعلی کیخا زاده ششدانگ یک قطعه زمین مزروعی <box>766 1248 962 1258</box>
notice-entry: ۴۰۳۶-اصلی فرشاد بیرونی ششدانگ یک قطعه زمین مزروعی دیم واقع در قاین-جاده نهبندی روستای خونیک سفلی <box>68 656 350 677</box>
notice-entry: ۲۵۴ فرعی بزاد اله مسکینان نسبت به ۵ سهم مشاع و محمدحسین رحمتی پور مقدم وریحانه پروشن وزری پروشن هرکدام نسبت به یک سهم مشاع از ۸ سهم ششدانگ یک قطعه زمین مزروعی <box>980 514 1268 544</box>
notice-entry: ۱۴ فرعی ششدانگ یک قطعه زمین مزروعی موقوفه حاج خداداد به تصدی اداره اوقاف وامور خیریه شهرستان قاین <box>980 983 1268 1003</box>
notice-entry: قطعات مفروزه اراضی نوقاب پسکوه پلاک ۱۲۸ _اصلی: <box>185 1167 350 1177</box>
notice-entry: ۴۰۶۵-اصلی ستاد اجرایی فرمان حضرت امام (ره) ششدانگ یک قطعه زمین مزروعی واقع در قاین <box>68 1075 350 1095</box>
notice-entry: ۴۴ فرعی رضا برات زاده ششدانگ یک قطعه زمین مشجر <box>485 442 656 452</box>
notice-entry: ۴۰۵۸-اصلی محمدرضا قصابی ششدانگ یک قطعه زمین مزروعی دیم واقع در قاین-اراضی جاده اکبریه -جنب بنی آباده حسین پور <box>68 932 350 952</box>
notice-entry: ۴۰۰۴-اصلی ابراهیم عربدیپور کوک ششدانگ یک قطعه زمین مزروعی دیم واقع در اطراف مهمولی مشهور به کله کمر <box>68 554 350 575</box>
notice-entry: ۲۶۷۵ فرعی محمدرضا تنکوهی نیا فرزند قربان هرکدام نسبت به ۸۰ سهم مشاع ومحمدعلی و هادی تنکوهی هرکدام نسبت به ۱۴۰ سهم مشاع از ۴۰۰ سهم یک شتلق ذمن صرح در تسرین <box>368 809 656 830</box>
notice-entry: ۳ فرعی ششدانگ یک قطعه زمین مزروعی موقوفه سید زین العابدین موسوی به تصدی اداره اوقاف وامور خیریه شهرستان قاین <box>674 371 962 391</box>
notice-entry: ۴۰۶۰-اصلی آزیز زمردیان ششدانگ یک قطعه زمین مزروعی دیم واقع در قاین-اراضی جاده اکبریه -جنب بنی آباده حسین پور در مورخ ۱۴۰۴/۱۱/۰۶ <box>68 973 350 993</box>
notice-entry: ۲۵ فرعی حسین لشگری و ابراهیم لشگری بالمناصفه نسبت به ششدانگ یک قطعه زمین مزروعی <box>980 840 1268 860</box>
text-column-1 <box>980 208 1268 1808</box>
notice-entry: ۳۲ فرعی ششدانگ یک قطعه زمین مزروعی موقوفه حاج خداداد به تصدی اداره اوقاف وامور خیریه شهرستان قاین <box>980 1350 1268 1370</box>
notice-entry: ۳۹۹۳-اصلی زهرا حاجی رضایی ششدانگ یک قطعه زمین دیمه زار واقع در اراضی مشهور به سینه بهنابی روبروی جاده دانشگران <box>68 534 350 554</box>
notice-entry: ۱۱۴۲ فرعی محمدرضا صادقی ششدانگ یک قطعه زمین مزروعی <box>1075 422 1268 432</box>
notice-entry: ۸۵- فرعی از ۴۶ فرعی محمدعلی صادقی ششدانگ قسمتی از یک قطعه محوطه <box>1030 412 1268 422</box>
notice-entry: ۳۷۶۱ فرعی محمدحسین مهمی ششدانگ یک قطعه زمین مزروعی دیم <box>142 208 350 217</box>
notice-entry: ۴۰۶۱-اصلی ستاد اجرایی فرمان حضرت امام (ره) ششدانگ یک قطعه زمین مزروعی واقع در قاین <box>68 993 350 1013</box>
notice-entry: ۳۴۷ فرعی علی اکبر فرخی ششدانگ یک قطعه زمین <box>499 340 656 350</box>
notice-entry: ۴۸۵ فرعی ششدانگ یک قطعه زمین مزروعی موقوفه حسن اسد اله به تصدی اداره اوقاف و امور خیریه شهرستان قاین <box>674 544 962 564</box>
notice-entry: ۱۳۳۷ فرعی از ۲۰۸ فرعی سید احمد مقداری ششدانگ یک قطعه زمین <box>1059 248 1268 258</box>
notice-entry: ۴۰۶۶-اصلی ستاد اجرایی فرمان حضرت امام (ره) ششدانگ یک قطعه زمین مزروعی واقع در قاین <box>68 1095 350 1115</box>
notice-entry: ۲۰ فرعی ششدانگ یک قطعه زمین مزروعی موقوفه ملا رمضان به تصدی اداره اوقاف وامور خیریه شهرستان قاین <box>980 1105 1268 1126</box>
notice-entry: ۲۳۵ فرعی برات اله موحد نیا ششدانگ یک قطعه زمین مزروعی <box>467 310 656 320</box>
notice-entry: بخش ۱۳ قاین: <box>306 1187 350 1197</box>
notice-entry: ۲۹۱۳ فرعی ناصر خارکن ششدانگ یک قطعه زمین مزروعی دیم <box>467 1003 656 1013</box>
notice-entry: ۴۹۰ فرعی ششدانگ یک قطعه زمین مزروعی موقوفه حاج ابراهیم قدیمی به تصدی اداره اوقاف وامور خیریه شهرستان قاین <box>674 646 962 666</box>
notice-entry: ۳۵ فرعی زینب قریشی ششدانگ یک قطعه زمین مزروعی <box>484 728 656 738</box>
notice-entry: ۳۰ فرعی حسین لشگری وابراهیم لشگری بالمناصفه نسبت به ششدانگ یک قطعه زمین مزروعی <box>982 932 1268 942</box>
notice-entry: ۲۲ فرعی ششدانگ یک قطعه زمین مزروعی موقوفه حاج خداداد به تصدی اداره اوقاف وامور خیریه شهرستان قاین <box>980 1146 1268 1166</box>
notice-entry: ۵۴ فرعی رضا برات زاده ششدانگ یک قطعه زمین مزروعی <box>479 544 656 554</box>
notice-entry: ۴۳۳۶ فرعی محمد حسین زاده مقدم ششدانگ یک قطعه زمین <box>1084 381 1268 391</box>
notice-entry: بخش ۱۲ قاین: <box>306 1156 350 1166</box>
notice-entry: ۱۱۵۳ فرعی از ۴۶ فرعی شرکت آب و فاضلاب خراسان جنوبی (سهامی خاص) ششدانگ یک قطعه محوطه و زمین متصل <box>980 452 1268 473</box>
notice-entry: ۳۷۵۹ فرعی محمد آرا فرزند سادات شیرازی ششدانگ یک قطعه زمین مزروعی <box>422 1044 656 1054</box>
signature-name: غلامرضا صادقیان - رئیس اداره ثبت اسناد واملاک شهرستان قائنات <box>397 1779 634 1790</box>
notice-entry: ۴۲۹۶ فرعی از ۱۶۴ فرعی محمد عباسی ششدانگ یک قطعه زمین مزروعی <box>1046 350 1268 360</box>
column-divider <box>358 208 359 1808</box>
notice-entry: ۲۶ فرعی ششدانگ یک قطعه زمین مزروعی موقوفه حاج خداداد به تصدی اداره اوقاف وامور خیریه شهرستان قاین <box>980 1228 1268 1248</box>
notice-entry: ۱۱ فرعی ششدانگ یک قطعه زمین مزروعی موقوفه حاجی غلامرضا غفوری به تصدی اداره اوقاف وامورخیریه شهرستان قاین <box>980 554 1268 575</box>
notice-entry: ۳۴ فرعی ناظره سادات قریشی ششدانگ یک قطعه زمین مزروعی <box>458 718 656 728</box>
notice-entry: ۲۴ فرعی ششدانگ یک قطعه زمین مزروعی موقوفه حاج خداداد به تصدی اداره اوقاف وامور خیریه شهرستان قاین <box>980 1187 1268 1207</box>
notice-entry: ۲۳ فرعی ششدانگ یک قطعه زمین مزروعی موقوفه حاج خداداد به تصدی اداره اوقاف وامور خیریه شهرستان قاین <box>980 1167 1268 1187</box>
notice-entry: ۴۰۵۹-اصلی محمدرضا قصابی ششدانگ یک قطعه زمین مزروعی دیم واقع در قاین-اراضی جاده اکبریه -جنب بنی آباده حسین پور <box>68 952 350 973</box>
text-column-4 <box>68 208 350 1808</box>
notice-entry: ۴۰۶۳-اصلی ستاد اجرایی فرمان حضرت امام (ره) ششدانگ یک قطعه زمین مزروعی واقع در قاین <box>68 1034 350 1054</box>
notice-entry: ۱۶ فرعی کبری سلمان زاده ششدانگ یک قطعه زمین مزروعی <box>470 605 656 615</box>
notice-entry: ۳۹۷۷-اصلی سیدمحمدعلی دهقانی ششدانگ یک قطعه زمین مزروعی دیم واقع در اراضی مشهور به دهنه-اراضی حاج میرمقبوب <box>68 381 350 401</box>
